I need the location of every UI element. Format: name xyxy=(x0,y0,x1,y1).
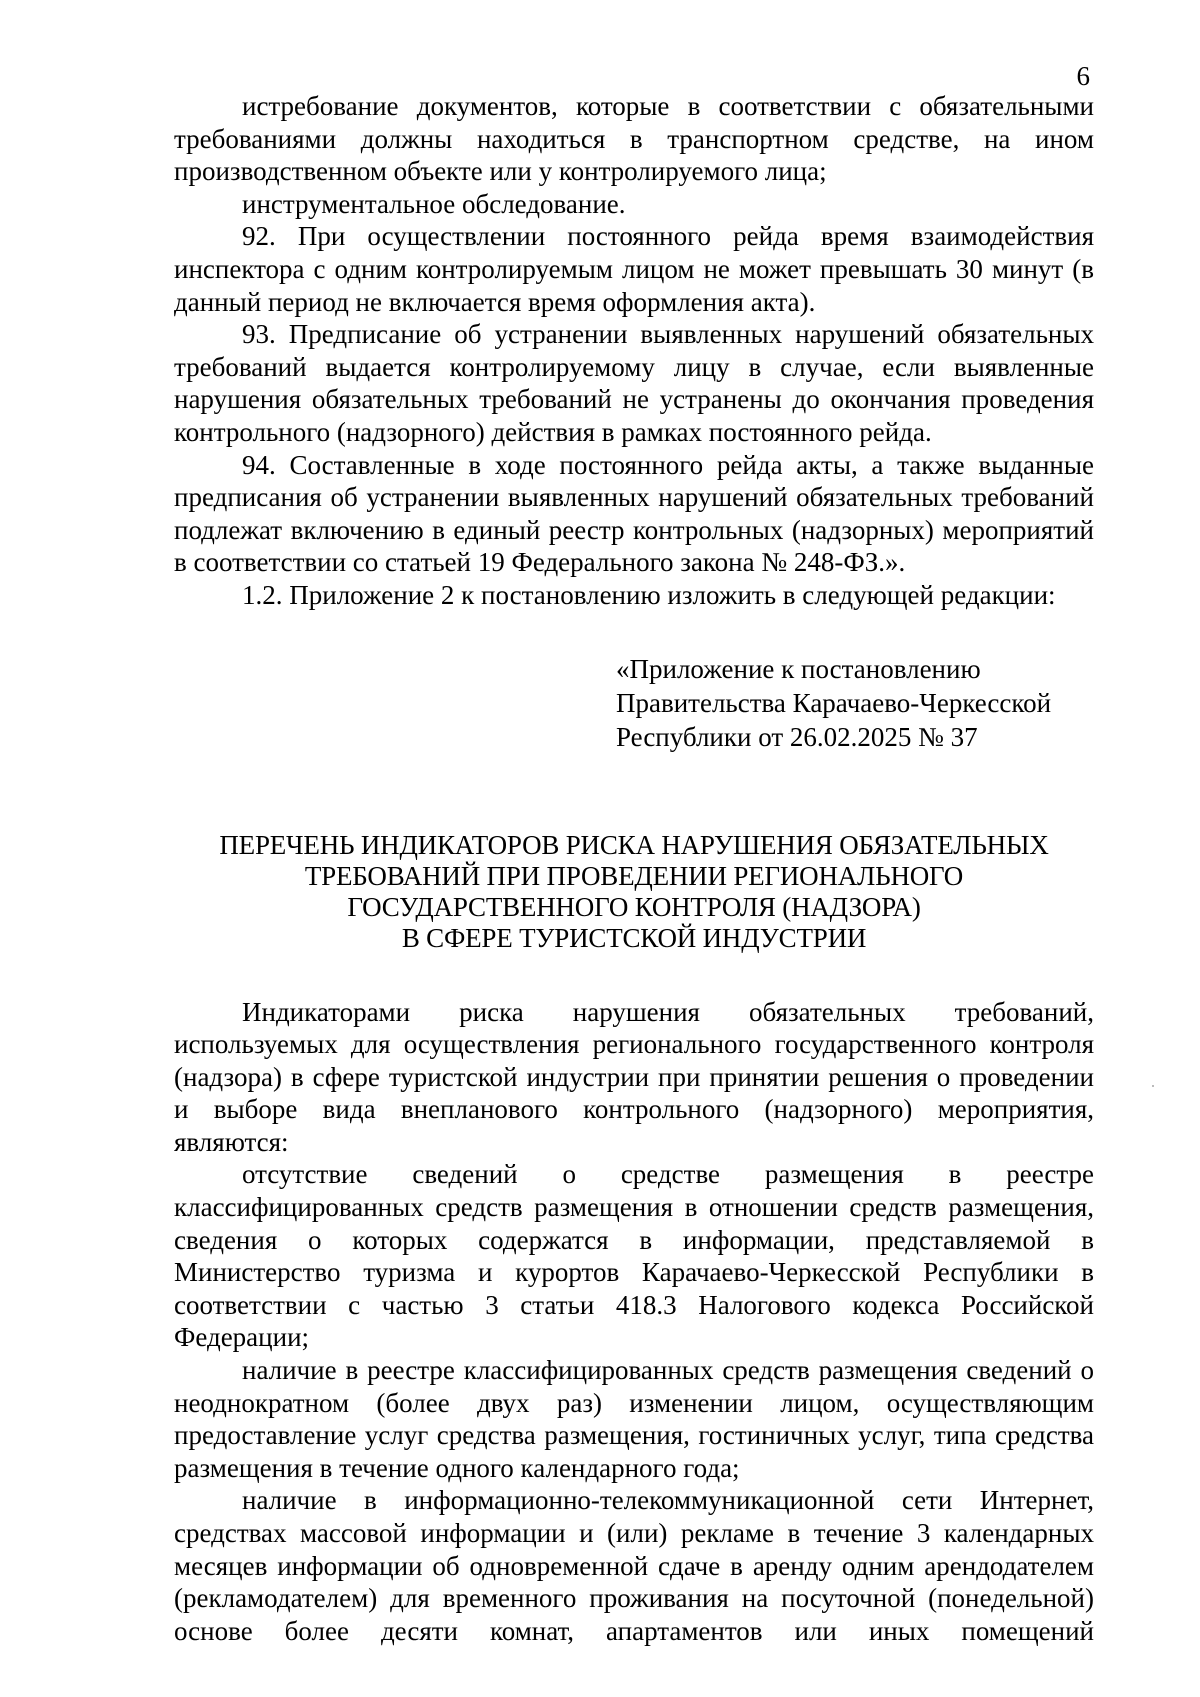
section-title xyxy=(174,830,1094,954)
appendix-line-3: Республики от 26.02.2025 № 37 xyxy=(616,721,978,752)
paragraph-indicator-rental-ads: наличие в информационно-телекоммуникационной сети Интернет, средствах массовой информации и (или) рекламе в течение 3 календарных месяцев информации об одновременной сдаче в аренду одним арендодателем (рекламодателем) для временного проживания на посуточной (понедельной) основе более десяти комнат, апартаментов или иных помещений xyxy=(174,1485,1094,1646)
section-title-line-3: ГОСУДАРСТВЕННОГО КОНТРОЛЯ (НАДЗОРА) xyxy=(347,891,921,922)
spacer xyxy=(174,954,1094,996)
section-title-line-2: ТРЕБОВАНИЙ ПРИ ПРОВЕДЕНИИ РЕГИОНАЛЬНОГО xyxy=(304,860,964,891)
paragraph-item-93: 93. Предписание об устранении выявленных нарушений обязательных требований выдается контролируемому лицу в случае, если выявленные нарушения обязательных требований не устранены до окончания проведения контрольного (надзорного) действия в рамках постоянного рейда. xyxy=(174,319,1094,447)
scan-artifact xyxy=(1152,1085,1154,1087)
page-number: 6 xyxy=(1076,61,1090,91)
paragraph-risk-indicators-intro: Индикаторами риска нарушения обязательных требований, используемых для осуществления регионального государственного контроля (надзора) в сфере туристской индустрии при принятии решения о проведении и выборе вида внепланового контрольного (надзорного) мероприятия, являются: xyxy=(174,996,1094,1157)
section-title-line-4: В СФЕРЕ ТУРИСТСКОЙ ИНДУСТРИИ xyxy=(401,922,867,953)
paragraph-item-92: 92. При осуществлении постоянного рейда время взаимодействия инспектора с одним контролируемым лицом не может превышать 30 минут (в данный период не включается время оформления акта). xyxy=(174,221,1094,317)
paragraph-item-94: 94. Составленные в ходе постоянного рейда акты, а также выданные предписания об устранении выявленных нарушений обязательных требований подлежат включению в единый реестр контрольных (надзорных) мероприятий в соответствии со статьей 19 Федерального закона № 248-ФЗ.». xyxy=(174,449,1094,578)
paragraph-document-request: истребование документов, которые в соответствии с обязательными требованиями должны находиться в транспортном средстве, на ином производственном объекте или у контролируемого лица; xyxy=(174,91,1094,187)
appendix-line-2: Правительства Карачаево-Черкесской xyxy=(616,687,1052,718)
paragraph-indicator-no-registry-data: отсутствие сведений о средстве размещения в реестре классифицированных средств размещения в отношении средств размещения, сведения о которых содержатся в информации, представляемой в Министерство туризма и курортов Карачаево-Черкесской Республики в соответствии с частью 3 статьи 418.3 Налогового кодекса Российской Федерации; xyxy=(174,1159,1094,1353)
paragraph-instrumental-inspection: инструментальное обследование. xyxy=(242,188,626,219)
paragraph-indicator-type-changes: наличие в реестре классифицированных средств размещения сведений о неоднократном (более двух раз) изменении лицом, осуществляющим предоставление услуг средства размещения, гостиничных услуг, типа средства размещения в течение одного календарного года; xyxy=(174,1355,1094,1483)
appendix-line-1: «Приложение к постановлению xyxy=(616,653,981,684)
paragraph-item-1-2: 1.2. Приложение 2 к постановлению изложить в следующей редакции: xyxy=(242,579,1056,610)
document-body xyxy=(174,90,1094,1647)
appendix-reference xyxy=(616,652,1094,754)
section-title-line-1: ПЕРЕЧЕНЬ ИНДИКАТОРОВ РИСКА НАРУШЕНИЯ ОБЯЗАТЕЛЬНЫХ xyxy=(219,829,1049,860)
